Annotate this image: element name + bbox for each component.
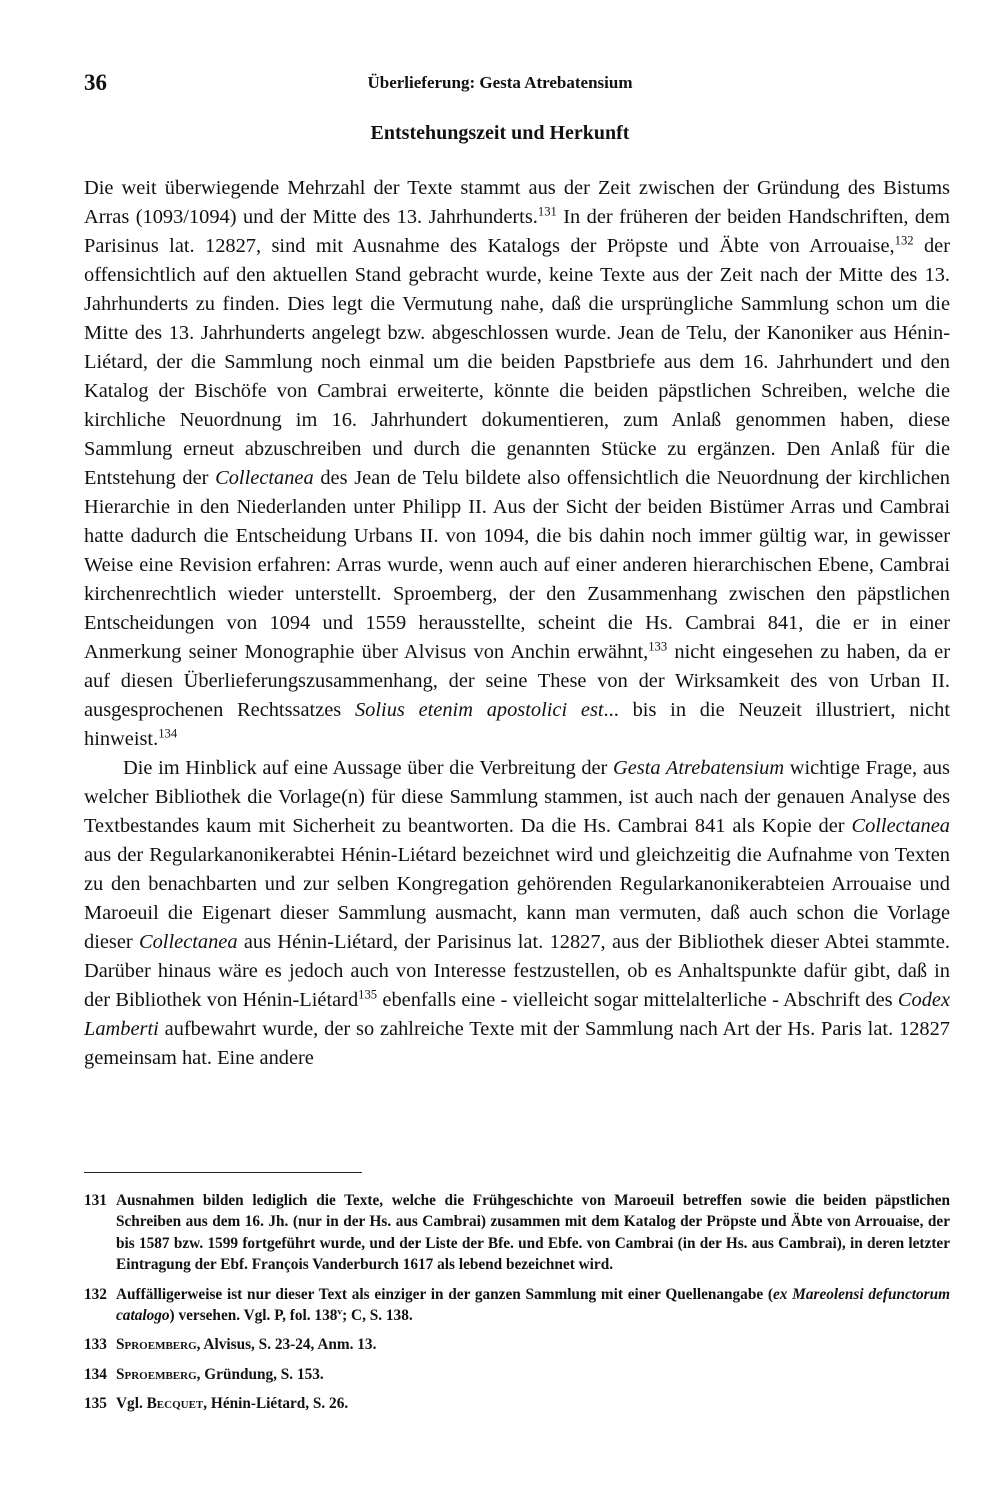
italic-text: Solius etenim apostolici est — [354, 699, 604, 721]
italic-text: Collectanea — [851, 815, 950, 837]
italic-text: Collectanea — [215, 467, 314, 489]
footnote — [84, 1364, 950, 1385]
footnote-text: Sproemberg, Gründung, S. 153. — [116, 1365, 324, 1383]
page-number: 36 — [84, 70, 107, 95]
footnote-reference: 132 — [894, 233, 914, 248]
footnote-reference: 131 — [537, 204, 557, 219]
footnotes — [84, 1190, 950, 1423]
body-text — [84, 174, 950, 1073]
footnote-reference: 134 — [158, 726, 178, 741]
footnote — [84, 1334, 950, 1355]
paragraph: Die weit überwiegende Mehrzahl der Texte stammt aus der Zeit zwischen der Gründung des Bistums Arras (1093/1094) und der Mitte des 13. Jahrhunderts.$^{131}$ In der früheren der beiden Handschriften, dem Parisinus lat. 12827, sind mit Ausnahme des Katalogs der Pröpste und Äbte von Arrouaise,$^{132}$ der offensichtlich auf den aktuellen Stand gebracht wurde, keine Texte aus der Zeit nach der Mitte des 13. Jahrhunderts zu finden. Dies legt die Vermutung nahe, daß die ursprüngliche Sammlung schon um die Mitte des 13. Jahrhunderts angelegt bzw. abgeschlossen wurde. Jean de Telu, der Kanoniker aus Hénin-Liétard, der die Sammlung noch einmal um die beiden Papstbriefe aus dem 16. Jahrhundert und den Katalog der Bischöfe von Cambrai erweiterte, könnte die beiden päpstlichen Schreiben, welche die kirchliche Neuordnung im 16. Jahrhundert dokumentieren, zum Anlaß genommen haben, diese Sammlung erneut abzuschreiben und durch die genannten Stücke zu ergänzen. Den Anlaß für die Entstehung der Collectanea des Jean de Telu bildete also offensichtlich die Neuordnung der kirchlichen Hierarchie in den Niederlanden unter Philipp II. Aus der Sicht der beiden Bistümer Arras und Cambrai hatte dadurch die Entscheidung Urbans II. von 1094, die bis dahin noch immer gültig war, in gewisser Weise eine Revision erfahren: Arras wurde, wenn auch auf einer anderen hierarchischen Ebene, Cambrai kirchenrechtlich wieder unterstellt. Sproemberg, der den Zusammenhang zwischen den päpstlichen Entscheidungen von 1094 und 1559 herausstellte, scheint die Hs. Cambrai 841, die er in einer Anmerkung seiner Monographie über Alvisus von Anchin erwähnt,$^{133}$ nicht eingesehen zu haben, da er auf diesen Überlieferungszusammenhang, der seine These von der Wirksamkeit des von Urban II. ausgesprochenen Rechtssatzes Solius etenim apostolici est... bis in die Neuzeit illustriert, nicht hinweist.$^{134}$ — [84, 177, 951, 750]
italic-text: Collectanea — [139, 931, 238, 953]
footnote-reference: 133 — [648, 639, 668, 654]
footnote — [84, 1190, 950, 1276]
footnote-divider — [84, 1172, 362, 1173]
footnote-number: 131 — [84, 1192, 107, 1209]
author-name: Becquet — [146, 1395, 204, 1413]
footnote-number: 134 — [84, 1365, 107, 1383]
author-name: Sproemberg — [116, 1365, 197, 1383]
footnote-text: Auffälligerweise ist nur dieser Text als einziger in der ganzen Sammlung mit einer Quellenangabe (ex Mareolensi defunctorum catalogo) versehen. Vgl. P, fol. 138$^v$; C, S. 138. — [116, 1285, 951, 1325]
footnote-number: 135 — [84, 1395, 107, 1413]
footnote-text: Vgl. Becquet, Hénin-Liétard, S. 26. — [116, 1395, 349, 1413]
footnote-text: Sproemberg, Alvisus, S. 23-24, Anm. 13. — [116, 1336, 377, 1354]
italic-text: Codex Lamberti — [84, 989, 950, 1040]
footnote-number: 132 — [84, 1285, 107, 1303]
paragraph: Die im Hinblick auf eine Aussage über die Verbreitung der Gesta Atrebatensium wichtige Frage, aus welcher Bibliothek die Vorlage(n) für diese Sammlung stammen, ist auch nach der genauen Analyse des Textbestandes kaum mit Sicherheit zu beantworten. Da die Hs. Cambrai 841 als Kopie der Collectanea aus der Regularkanonikerabtei Hénin-Liétard bezeichnet wird und gleichzeitig die Aufnahme von Texten zu den benachbarten und zur selben Kongregation gehörenden Regularkanonikerabteien Arrouaise und Maroeuil die Eigenart dieser Sammlung ausmacht, kann man vermuten, daß auch schon die Vorlage dieser Collectanea aus Hénin-Liétard, der Parisinus lat. 12827, aus der Bibliothek dieser Abtei stammte. Darüber hinaus wäre es jedoch auch von Interesse festzustellen, ob es Anhaltspunkte dafür gibt, daß in der Bibliothek von Hénin-Liétard$^{135}$ ebenfalls eine - vielleicht sogar mittelalterliche - Abschrift des Codex Lamberti aufbewahrt wurde, der so zahlreiche Texte mit der Sammlung nach Art der Hs. Paris lat. 12827 gemeinsam hat. Eine andere — [84, 757, 950, 1069]
footnote-text: Ausnahmen bilden lediglich die Texte, welche die Frühgeschichte von Maroeuil betreffen sowie die beiden päpstlichen Schreiben aus dem 16. Jh. (nur in der Hs. aus Cambrai) zusammen mit dem Katalog der Pröpste und Äbte von Arrouaise, der bis 1587 bzw. 1599 fortgeführt wurde, und der Liste der Bfe. und Ebfe. von Cambrai (in der Hs. aus Cambrai), in deren letzter Eintragung der Ebf. François Vanderburch 1617 als lebend bezeichnet wird. — [116, 1192, 950, 1274]
footnote-number: 133 — [84, 1336, 107, 1354]
footnote — [84, 1284, 950, 1327]
footnote-reference: 135 — [358, 987, 378, 1002]
italic-text: Gesta Atrebatensium — [613, 757, 785, 779]
footnote-reference: v — [337, 1307, 343, 1318]
author-name: Sproemberg — [116, 1336, 197, 1354]
section-heading: Entstehungszeit und Herkunft — [370, 122, 630, 144]
running-title: Überlieferung: Gesta Atrebatensium — [367, 73, 633, 92]
italic-text: ex Mareolensi defunctorum catalogo — [116, 1285, 951, 1325]
footnote — [84, 1393, 950, 1414]
